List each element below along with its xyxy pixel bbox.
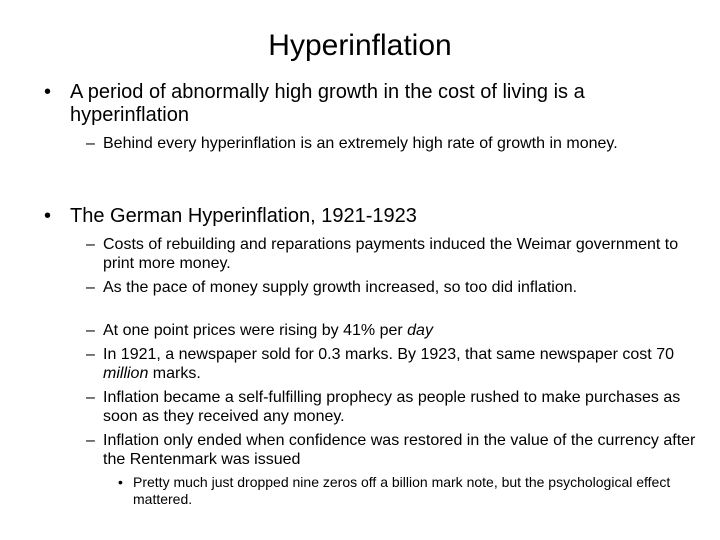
subbullet-text-prefix: At one point prices were rising by 41% per xyxy=(103,322,408,339)
subbullet-text-prefix: In 1921, a newspaper sold for 0.3 marks. By 1923, that same newspaper cost 70 xyxy=(103,346,674,363)
subbullet-money-growth xyxy=(86,134,703,153)
subbullet-self-fulfilling xyxy=(86,388,703,426)
subbullet-emphasis: day xyxy=(407,322,433,339)
subbullet-newspaper-price xyxy=(86,345,703,383)
subbullet-marker: – xyxy=(86,389,95,406)
subbullet-prices-per-day xyxy=(86,321,703,340)
bullet-text: A period of abnormally high growth in the cost of living is a hyperinflation xyxy=(70,81,585,126)
subbullet-text: As the pace of money supply growth increased, so too did inflation. xyxy=(103,279,578,296)
subbullet-text: Behind every hyperinflation is an extremely high rate of growth in money. xyxy=(103,135,618,152)
slide-title: Hyperinflation xyxy=(268,29,452,62)
bullet-text: The German Hyperinflation, 1921-1923 xyxy=(70,205,417,227)
subsubbullet-text: Pretty much just dropped nine zeros off a billion mark note, but the psychological effect mattered. xyxy=(133,474,671,507)
subbullet-marker: – xyxy=(86,432,95,449)
subbullet-marker: – xyxy=(86,346,95,363)
bullet-marker: • xyxy=(44,81,52,103)
subbullet-reparations xyxy=(86,235,703,273)
bullet-abnormal-growth xyxy=(44,81,700,127)
subbullet-marker: – xyxy=(86,322,95,339)
subbullet-rentenmark xyxy=(86,431,703,469)
subsubbullet-marker: • xyxy=(118,474,123,490)
subbullet-emphasis: million xyxy=(103,365,149,382)
subbullet-money-supply xyxy=(86,278,703,297)
subbullet-marker: – xyxy=(86,135,95,152)
subbullet-marker: – xyxy=(86,279,95,296)
subbullet-text: Inflation only ended when confidence was restored in the value of the currency after the Rentenmark was issued xyxy=(103,432,696,468)
subsubbullet-nine-zeros xyxy=(118,474,698,508)
subbullet-text: Inflation became a self-fulfilling prophecy as people rushed to make purchases as soon as they received any money. xyxy=(103,389,681,425)
subbullet-marker: – xyxy=(86,236,95,253)
subbullet-text: Costs of rebuilding and reparations payments induced the Weimar government to print more money. xyxy=(103,236,679,272)
bullet-german-hyperinflation xyxy=(44,205,700,228)
subbullet-text-suffix: marks. xyxy=(148,365,201,382)
bullet-marker: • xyxy=(44,205,52,227)
